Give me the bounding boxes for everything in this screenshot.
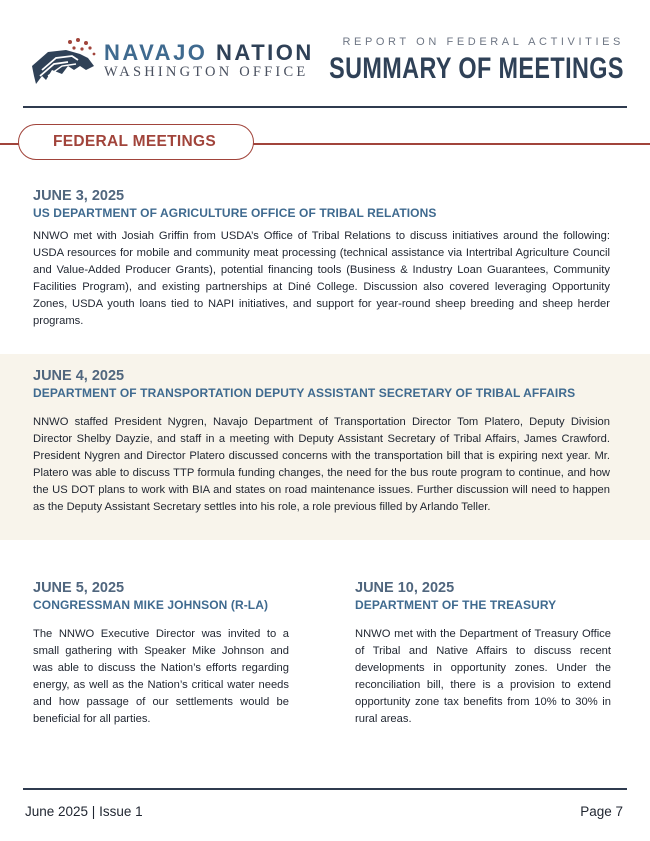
org-name: NAVAJO NATION [104, 40, 314, 65]
meeting-agency: CONGRESSMAN MIKE JOHNSON (R-LA) [33, 598, 269, 612]
meeting-agency: US DEPARTMENT OF AGRICULTURE OFFICE OF TRIBAL RELATIONS [33, 206, 437, 220]
meeting-description: The NNWO Executive Director was invited to a small gathering with Speaker Mike Johnson and was able to discuss the Nation’s efforts regarding energy, as well as the Nation’s critical water needs and how passage of our settlements would be beneficial for all parties. [33, 628, 289, 725]
meeting-date: JUNE 4, 2025 [33, 368, 125, 384]
issue-label: June 2025 | Issue 1 [25, 804, 143, 819]
header-divider [23, 106, 627, 108]
meeting-description: NNWO met with the Department of Treasury Office of Tribal and Native Affairs to discuss recent developments in opportunity zones. Under the reconciliation bill, there is a provision to extend opportunity zone tax benefits from 10% to 30% in rural areas. [355, 628, 611, 725]
page-number: Page 7 [580, 804, 623, 819]
meeting-date: JUNE 3, 2025 [33, 188, 125, 204]
meeting-description: NNWO met with Josiah Griffin from USDA’s Office of Tribal Relations to discuss initiatives around the following: USDA resources for mobile and community meat processing (technical assistance via Intertribal Agriculture Council and Value-Added Producer Grants), potential financing tools (Business & Industry Loan Guarantees, Community Facilities Program), and existing partnerships at Diné College. Discussion also covered leveraging Opportunity Zones, USDA youth loans tied to NAPI initiatives, and support for year-round sheep breeding and sheep herder programs. [33, 230, 610, 327]
meeting-date: JUNE 10, 2025 [355, 580, 455, 596]
org-subtitle: WASHINGTON OFFICE [104, 64, 309, 80]
meeting-date: JUNE 5, 2025 [33, 580, 125, 596]
meeting-agency: DEPARTMENT OF THE TREASURY [355, 598, 557, 612]
section-pill [18, 124, 254, 160]
meeting-description: NNWO staffed President Nygren, Navajo Department of Transportation Director Tom Platero, Deputy Division Director Shelby Dayzie, and staff in a meeting with Deputy Assistant Secretary of Tribal Affairs, James Crawford. President Nygren and Director Platero discussed concerns with the transportation bill that is expiring next year. Mr. Platero was able to discuss TTP formula funding changes, the need for the bus route program to continue, and how the US DOT plans to work with BIA and states on road maintenance issues. Further discussion will need to happen as the Deputy Assistant Secretary settles into his role, a role previous filled by Arlando Teller. [33, 416, 610, 513]
navajo-nation-logo-icon [28, 36, 100, 94]
page-title: SUMMARY OF MEETINGS [329, 52, 624, 85]
meeting-agency: DEPARTMENT OF TRANSPORTATION DEPUTY ASSISTANT SECRETARY OF TRIBAL AFFAIRS [33, 386, 576, 400]
section-label: FEDERAL MEETINGS [53, 133, 216, 150]
report-label: REPORT ON FEDERAL ACTIVITIES [342, 36, 624, 48]
footer-divider [23, 788, 627, 790]
